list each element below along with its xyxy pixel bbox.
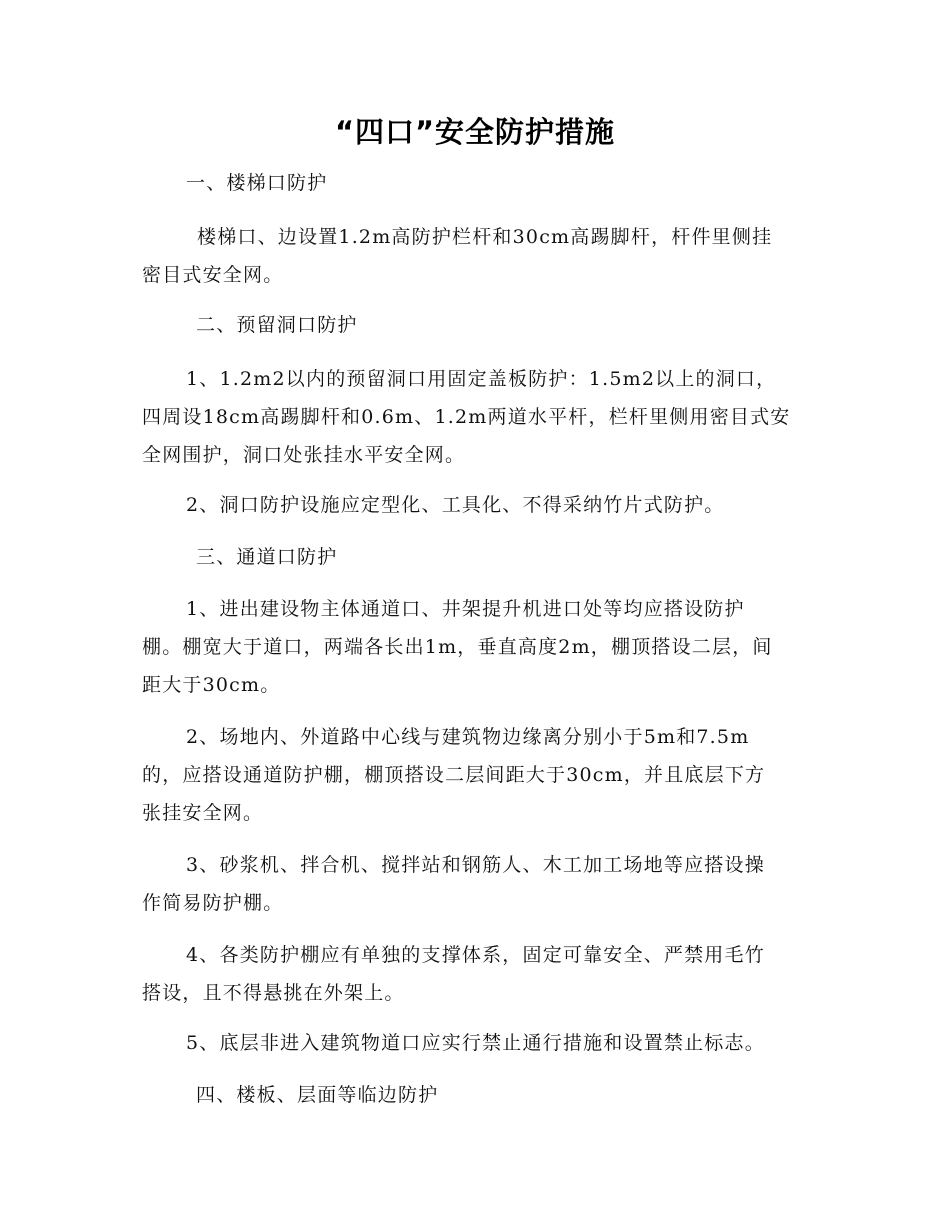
paragraph-line: 5、底层非进入建筑物道口应实行禁止通行措施和设置禁止标志。 — [186, 1032, 765, 1054]
heading-text: 三、通道口防护 — [196, 546, 338, 568]
paragraph-openings-1 — [142, 360, 812, 474]
paragraph-passages-4 — [142, 936, 812, 1012]
heading-text: 四、楼板、层面等临边防护 — [196, 1084, 439, 1106]
paragraph-line: 1、1.2m2以内的预留洞口用固定盖板防护：1.5m2以上的洞口， — [186, 368, 777, 390]
section-heading-floor-edges — [196, 1076, 866, 1114]
heading-text: 二、预留洞口防护 — [196, 314, 358, 336]
paragraph-line: 密目式安全网。 — [142, 264, 284, 286]
paragraph-stairs — [142, 218, 812, 294]
section-heading-passages — [196, 538, 866, 576]
paragraph-openings-2 — [142, 486, 812, 524]
paragraph-line: 全网围护，洞口处张挂水平安全网。 — [142, 444, 466, 466]
heading-text: 一、楼梯口防护 — [186, 172, 328, 194]
paragraph-passages-2 — [142, 718, 812, 832]
paragraph-line: 2、场地内、外道路中心线与建筑物边缘离分别小于5m和7.5m — [186, 726, 750, 748]
section-heading-stairs — [186, 164, 856, 202]
paragraph-line: 2、洞口防护设施应定型化、工具化、不得采纳竹片式防护。 — [186, 494, 725, 516]
paragraph-line: 楼梯口、边设置1.2m高防护栏杆和30cm高踢脚杆，杆件里侧挂 — [197, 226, 773, 248]
document-title: “四口”安全防护措施 — [334, 115, 616, 149]
paragraph-passages-5 — [142, 1024, 812, 1062]
paragraph-line: 张挂安全网。 — [142, 802, 264, 824]
paragraph-line: 棚。棚宽大于道口，两端各长出1m，垂直高度2m，棚顶搭设二层，间 — [142, 636, 773, 658]
paragraph-line: 搭设，且不得悬挑在外架上。 — [142, 982, 405, 1004]
paragraph-line: 四周设18cm高踢脚杆和0.6m、1.2m两道水平杆，栏杆里侧用密目式安 — [142, 406, 791, 428]
paragraph-passages-3 — [142, 846, 812, 922]
paragraph-line: 的，应搭设通道防护棚，棚顶搭设二层间距大于30cm，并且底层下方 — [142, 764, 766, 786]
section-heading-openings — [196, 306, 866, 344]
paragraph-line: 距大于30cm。 — [142, 674, 281, 696]
paragraph-line: 4、各类防护棚应有单独的支撑体系，固定可靠安全、严禁用毛竹 — [186, 944, 765, 966]
paragraph-line: 1、进出建设物主体通道口、井架提升机进口处等均应搭设防护 — [186, 598, 745, 620]
paragraph-line: 3、砂浆机、拌合机、搅拌站和钢筋人、木工加工场地等应搭设操 — [186, 854, 765, 876]
paragraph-line: 作简易防护棚。 — [142, 892, 284, 914]
paragraph-passages-1 — [142, 590, 812, 704]
